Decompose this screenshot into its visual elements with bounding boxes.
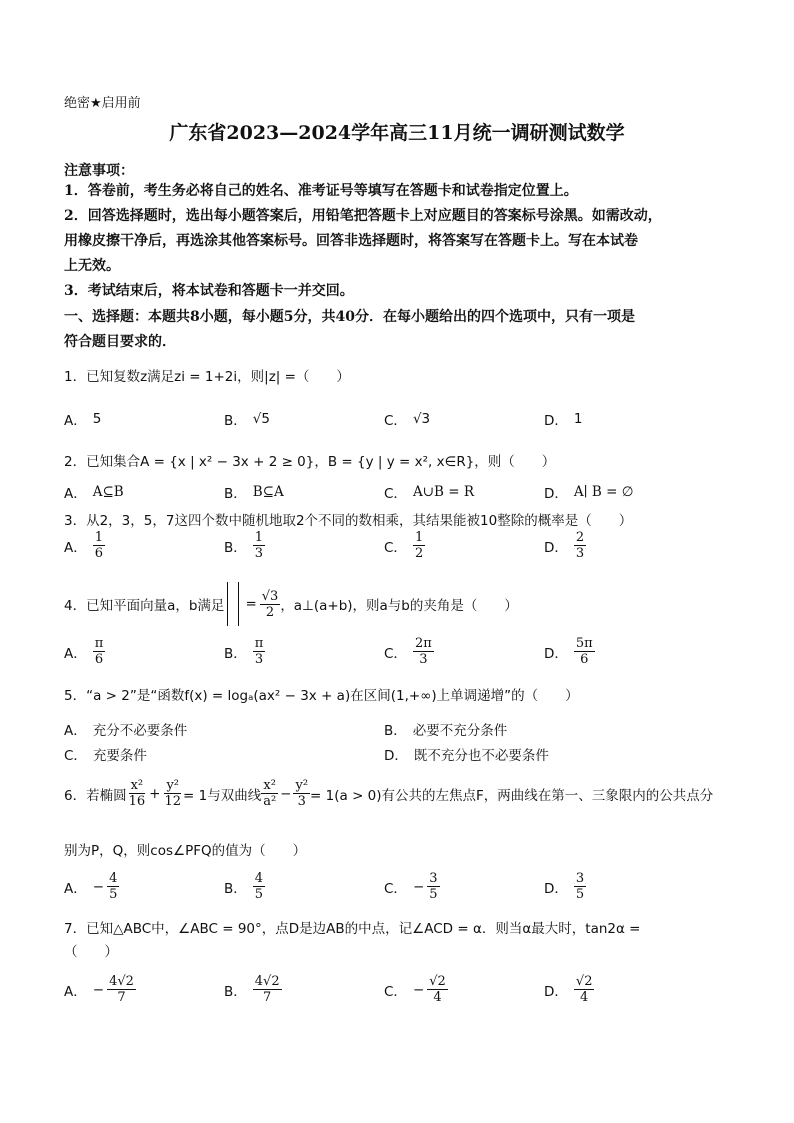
q7-a-fraction: $\frac{4√2}{7}$ bbox=[109, 974, 134, 1005]
confidential-label: 绝密★启用前 bbox=[64, 96, 141, 111]
q4-option-d[interactable]: D． $\frac{5\pi}{6}$ bbox=[544, 636, 593, 667]
q5-option-a[interactable]: A． 充分不必要条件 bbox=[64, 723, 188, 739]
q4-norm-bars bbox=[227, 582, 239, 626]
question-4-stem: 4．已知平面向量a，b满足 = $\frac{√3}{2}$ ，a⊥(a+b)，则a与b的夹角是（ ） bbox=[64, 582, 518, 626]
notice-line-2a: 2．回答选择题时，选出每小题答案后，用铅笔把答题卡上对应题目的答案标号涂黑。如需改动， bbox=[64, 208, 662, 224]
q6-option-b[interactable]: B． $\frac{4}{5}$ bbox=[224, 871, 264, 902]
q6-hyperbola-term-2: $\frac{\text{y²}}{3}$ bbox=[295, 778, 309, 809]
q6-ellipse-term-1: $\frac{\text{x²}}{16}$ bbox=[128, 778, 146, 809]
q3-option-a[interactable]: A． $\frac{1}{6}$ bbox=[64, 530, 104, 561]
q6-option-a[interactable]: A． − $\frac{4}{5}$ bbox=[64, 871, 118, 902]
q4-d-fraction: $\frac{5\pi}{6}$ bbox=[575, 636, 593, 667]
q7-c-fraction: $\frac{√2}{4}$ bbox=[429, 974, 446, 1005]
q3-option-d[interactable]: D． $\frac{2}{3}$ bbox=[544, 530, 585, 561]
q7-option-a[interactable]: A． − $\frac{4√2}{7}$ bbox=[64, 974, 134, 1005]
q2-option-a[interactable]: A． A⊆B bbox=[64, 484, 124, 502]
q7-option-c[interactable]: C． − $\frac{√2}{4}$ bbox=[384, 974, 446, 1005]
q2-option-d[interactable]: D． A∣ B = ∅ bbox=[544, 484, 634, 502]
q7-d-fraction: $\frac{√2}{4}$ bbox=[575, 974, 593, 1005]
q6-option-c[interactable]: C． − $\frac{3}{5}$ bbox=[384, 871, 438, 902]
q6-c-fraction: $\frac{3}{5}$ bbox=[429, 871, 438, 902]
question-2-stem: 2．已知集合A = {x | x² − 3x + 2 ≥ 0}，B = {y | y = x², x∈R}，则（ ） bbox=[64, 454, 556, 470]
notice-line-3: 3．考试结束后，将本试卷和答题卡一并交回。 bbox=[64, 283, 354, 299]
q4-a-fraction: $\frac{\pi}{6}$ bbox=[94, 636, 104, 667]
q3-d-fraction: $\frac{2}{3}$ bbox=[575, 530, 585, 561]
q1-option-c[interactable]: C． √3 bbox=[384, 411, 431, 429]
q6-option-d[interactable]: D． $\frac{3}{5}$ bbox=[544, 871, 585, 902]
notice-heading: 注意事项： bbox=[64, 163, 134, 179]
question-6-stem-line-1: 6．若椭圆 $\frac{\text{x²}}{16}$ + $\frac{\text{y²}}{12}$ = 1与双曲线 $\frac{\text{x²}}{\text{a²}}$ − $\frac{\text{y²}}{3}$ = 1(a > 0)有公共的左焦点F，两曲线在第一、三象限内的公共点分 bbox=[64, 778, 714, 809]
q1-option-a[interactable]: A． 5 bbox=[64, 411, 102, 429]
q6-hyperbola-term-1: $\frac{\text{x²}}{\text{a²}}$ bbox=[263, 778, 277, 809]
q4-stem-fraction: $\frac{√3}{2}$ bbox=[261, 588, 279, 620]
section-heading-b: 符合题目要求的． bbox=[64, 334, 176, 350]
q1-option-d[interactable]: D． 1 bbox=[544, 411, 583, 429]
page-title: 广东省2023—2024学年高三11月统一调研测试数学 bbox=[169, 122, 625, 144]
q2-option-c[interactable]: C． A∪B = R bbox=[384, 484, 474, 502]
q7-option-b[interactable]: B． $\frac{4√2}{7}$ bbox=[224, 974, 280, 1005]
q6-d-fraction: $\frac{3}{5}$ bbox=[575, 871, 585, 902]
q5-option-b[interactable]: B． 必要不充分条件 bbox=[384, 723, 508, 739]
q6-ellipse-term-2: $\frac{\text{y²}}{12}$ bbox=[164, 778, 181, 809]
notice-line-1: 1．答卷前，考生务必将自己的姓名、准考证号等填写在答题卡和试卷指定位置上。 bbox=[64, 183, 578, 199]
q5-option-c[interactable]: C． 充要条件 bbox=[64, 748, 147, 764]
question-1-stem: 1．已知复数z满足zi = 1+2i，则|z| =（ ） bbox=[64, 369, 350, 385]
question-7-stem-line-2: （ ） bbox=[64, 944, 118, 960]
q7-option-d[interactable]: D． $\frac{√2}{4}$ bbox=[544, 974, 593, 1005]
q3-a-fraction: $\frac{1}{6}$ bbox=[94, 530, 104, 561]
q1-option-b[interactable]: B． √5 bbox=[224, 411, 270, 429]
question-5-stem: 5．“a > 2”是“函数f(x) = logₐ(ax² − 3x + a)在区间(1,+∞)上单调递增”的（ ） bbox=[64, 688, 579, 704]
q3-option-c[interactable]: C． $\frac{1}{2}$ bbox=[384, 530, 424, 561]
q7-b-fraction: $\frac{4√2}{7}$ bbox=[254, 974, 280, 1005]
notice-line-2b: 用橡皮擦干净后，再选涂其他答案标号。回答非选择题时，将答案写在答题卡上。写在本试卷 bbox=[64, 233, 638, 249]
section-heading-a: 一、选择题：本题共8小题，每小题5分，共40分．在每小题给出的四个选项中，只有一项是 bbox=[64, 309, 635, 325]
q4-b-fraction: $\frac{\pi}{3}$ bbox=[254, 636, 264, 667]
q3-option-b[interactable]: B． $\frac{1}{3}$ bbox=[224, 530, 264, 561]
q3-c-fraction: $\frac{1}{2}$ bbox=[414, 530, 424, 561]
q4-option-c[interactable]: C． $\frac{2\pi}{3}$ bbox=[384, 636, 432, 667]
q6-a-fraction: $\frac{4}{5}$ bbox=[109, 871, 118, 902]
notice-line-2c: 上无效。 bbox=[64, 258, 120, 274]
question-7-stem-line-1: 7．已知△ABC中，∠ABC = 90°，点D是边AB的中点，记∠ACD = α．则当α最大时，tan2α = bbox=[64, 921, 641, 937]
q4-c-fraction: $\frac{2\pi}{3}$ bbox=[414, 636, 432, 667]
q4-option-b[interactable]: B． $\frac{\pi}{3}$ bbox=[224, 636, 264, 667]
q2-option-b[interactable]: B． B⊆A bbox=[224, 484, 284, 502]
q6-b-fraction: $\frac{4}{5}$ bbox=[254, 871, 264, 902]
question-3-stem: 3．从2，3，5，7这四个数中随机地取2个不同的数相乘，其结果能被10整除的概率是（ ） bbox=[64, 513, 633, 529]
question-6-stem-line-2: 别为P，Q，则cos∠PFQ的值为（ ） bbox=[64, 843, 307, 859]
q4-option-a[interactable]: A． $\frac{\pi}{6}$ bbox=[64, 636, 104, 667]
q3-b-fraction: $\frac{1}{3}$ bbox=[254, 530, 264, 561]
q5-option-d[interactable]: D． 既不充分也不必要条件 bbox=[384, 748, 549, 764]
